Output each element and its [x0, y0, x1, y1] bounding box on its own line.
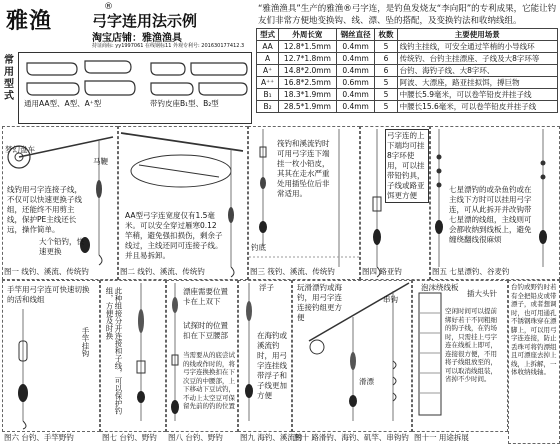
table-cell: A — [257, 53, 279, 65]
table-cell: 0.4mm — [336, 101, 375, 113]
table-cell: 中腰长5.9毫米，可以卷竿铅皮并挂子线 — [397, 89, 557, 101]
table-row — [257, 53, 558, 65]
col-header-type: 型式 — [257, 29, 279, 41]
table-row — [257, 41, 558, 53]
table-cell: 6 — [375, 53, 397, 65]
table-cell: A⁺⁺ — [257, 77, 279, 89]
common-types-title: 常用型式 — [4, 55, 14, 102]
table-row — [257, 89, 558, 101]
figure-7-caption: 图七 台钓、野钓 — [102, 433, 157, 442]
col-header-count: 枚数 — [375, 29, 397, 41]
table-cell: 12.7*1.8mm — [279, 53, 337, 65]
table-cell: B₁ — [257, 89, 279, 101]
panel-6-text: 手竿用弓字连可快速切换的活和线组 — [7, 285, 90, 304]
figure-6-caption: 图六 台钓、手竿野钓 — [4, 433, 74, 442]
panel-10-text: 玩滑漂钓或海钓，用弓字连连接钓组更方便 — [297, 283, 342, 322]
string-hook-label: 串钩 — [383, 295, 398, 304]
figure-1-caption: 图一 线钓、溪流、传统钓 — [4, 267, 89, 276]
panel-8-text-1: 漂座需要位置卡在上双下 — [183, 287, 228, 306]
table-cell: A⁺ — [257, 65, 279, 77]
panel-9 — [238, 280, 292, 432]
figure-9-caption: 图九 海钓、溪流钓 — [240, 433, 303, 442]
table-cell: 5 — [375, 89, 397, 101]
whip-label: 马鞭 — [93, 157, 108, 166]
table-cell: 6 — [375, 65, 397, 77]
table-cell: 0.4mm — [336, 41, 375, 53]
panel-4 — [360, 126, 430, 280]
panel-3-text: 筏钓和溪流钓时可用弓字连下端挂一枚小铅皮，其其在走水严重处用插坠位后非常适用。 — [277, 139, 330, 198]
shop-name: 淘宝店铺：雅渔渔具 — [92, 33, 182, 44]
panel-2 — [118, 126, 248, 280]
panel-9-text: 在海钓或溪流钓时，用弓字连挂线带浮子和子线更加方便 — [257, 331, 287, 400]
float-label: 浮子 — [259, 283, 274, 292]
panel-11-title: 泡沫绕线板 — [421, 283, 459, 292]
table-row — [257, 77, 558, 89]
table-cell: 0.4mm — [336, 53, 375, 65]
panel-6 — [2, 280, 100, 432]
panel-8-text-3: 当需要从的底尝试的线或作时的，将弓字连换换扣在下次豆的中腰部，上下移动下豆试钓，不动上太空豆可保留先前的钓的位置 — [183, 351, 235, 410]
brand-logo: 雅渔 — [6, 8, 53, 34]
sliding-float-label: 滑漂 — [359, 377, 374, 386]
panel-7-side-text: 此种组接分开连接和子线，可以保护钓组，方便及时换 — [105, 287, 123, 415]
panel-11 — [412, 280, 508, 432]
col-header-size: 外周长宽 — [279, 29, 337, 41]
spec-table-header-row — [257, 29, 558, 41]
table-cell: 28.5*1.9mm — [279, 101, 337, 113]
registered-mark: ® — [104, 2, 113, 12]
figure-4-caption: 图四 路亚钓 — [362, 267, 402, 276]
table-cell: 0.6mm — [336, 77, 375, 89]
figure-11-caption: 图十一 用途拆展 — [414, 433, 469, 442]
panel-1 — [2, 126, 118, 280]
table-cell: 线钓主挂线，可安全通过竿梢的小导线环 — [397, 41, 557, 53]
col-header-wire: 钢丝直径 — [336, 29, 375, 41]
table-cell: 16.8*2.5mm — [279, 77, 337, 89]
table-cell: 12.8*1.5mm — [279, 41, 337, 53]
panel-12-text: 台钓或野钓时若有全把铅皮或带漂子，或者想调时，也可用通孔不锈钢珠穿在漂脚上，可以用弓字连连接，防止丢珠可将钓漂组且可漂座去掉上线，上拆解，一体收纳线轴。 — [511, 283, 557, 376]
table-cell: 0.4mm — [336, 89, 375, 101]
panel-8-text-2: 试探时的位置扣在下豆腰部 — [183, 321, 228, 340]
panel-1-text: 线钓用弓字连接子线，不仅可以快速更换子线组，还能终不用剪主线，保护PE主线还长远，操作简单。 — [7, 185, 82, 234]
table-cell: 18.3*1.9mm — [279, 89, 337, 101]
table-cell: 5 — [375, 77, 397, 89]
panel-3-bottom-label: 钓底 — [251, 243, 266, 252]
panel-1-note: 大个铅钓，快速更换 — [39, 237, 84, 256]
snap-types-illustration — [19, 53, 251, 99]
table-cell: 5 — [375, 41, 397, 53]
figure-3-caption: 图三 筏钓、溪流、传统钓 — [250, 267, 335, 276]
type-caption-a: 通用AA型、A型、A⁺型 — [24, 99, 102, 108]
panel-5-text: 七星漂钓的或杂鱼钓或在主线下方时可以挂用弓字连，可从此拆开并改钩带七星漂的线组，主线则可会都收纳到线板上，避免缠绕翻线很麻烦 — [449, 185, 532, 244]
panel-6-side-label: 手竿挂钩 — [81, 327, 90, 357]
patent-info: 持证商标: yy1997061 在线钢标11 外观专利号: 201630177412.3 — [92, 43, 245, 49]
table-row — [257, 101, 558, 113]
table-cell: 中腰长15.6毫米，可以卷竿铅皮并挂子线 — [397, 101, 557, 113]
table-row — [257, 65, 558, 77]
hook-types-box — [18, 52, 252, 124]
figure-8-caption: 图八 台钓、野钓 — [168, 433, 223, 442]
table-cell: B₂ — [257, 101, 279, 113]
reel-label: 梦幻盘车 — [5, 145, 35, 154]
figure-10-caption: 图十 路滑钓、海钓、矶竿、串钩钓 — [294, 433, 409, 442]
intro-text: “雅渔渔具”生产的雅渔®弓字连，是钓鱼发烧友“李向阳”的专利成果，它能让钓友们非常方便地变换钩、线、漂、坠的搭配，及变换钓法和收纳线组。 — [258, 4, 557, 26]
figure-2-caption: 图二 线钓、溪流、传统钓 — [120, 267, 205, 276]
figure-5-caption: 图五 七星漂钓、谷麦钓 — [432, 267, 510, 276]
panel-11-text: 空闲时间可以提前绑好若干不同粗细的钩子线，在钓场时，只需挂上弓字连在线板上即可，连接很方便，不用将子线组放至的，可以取消线组装，省掉不少时间。 — [445, 307, 497, 383]
table-cell: AA — [257, 41, 279, 53]
spec-table — [256, 28, 558, 113]
table-cell: 阿波、大漂座，路亚挂拟饵，搏巨物 — [397, 77, 557, 89]
panel-12 — [508, 280, 560, 444]
panel-5 — [430, 126, 560, 280]
col-header-usage: 主要使用场景 — [397, 29, 557, 41]
table-cell: 5 — [375, 101, 397, 113]
type-caption-b: 带钓皮座B₁型、B₂型 — [150, 99, 219, 108]
pin-label: 插大头针 — [467, 289, 497, 298]
panel-7 — [100, 280, 166, 432]
table-cell: 传统钓、台钓主挂漂座、子线及大8字环等 — [397, 53, 557, 65]
table-cell: 0.4mm — [336, 65, 375, 77]
panel-10 — [292, 280, 412, 432]
panel-3 — [248, 126, 360, 280]
panel-4-text: 弓字连的上下端均可挂8字环使用，可以挂带铅钓具，子线或路亚饵更方便 — [385, 129, 429, 203]
panel-2-text: AA型弓字连宽度仅有1.5毫米。可以安全穿过雁寒0.12竿稍，避免强扣损伤，剩余子线过，主线还同可连接子线。并且易拆卸。 — [125, 211, 223, 260]
table-cell: 14.8*2.0mm — [279, 65, 337, 77]
panel-8 — [166, 280, 238, 432]
table-cell: 台钓、海钓子线、大8字环、 — [397, 65, 557, 77]
page-title: 弓字连用法示例 — [92, 12, 198, 30]
